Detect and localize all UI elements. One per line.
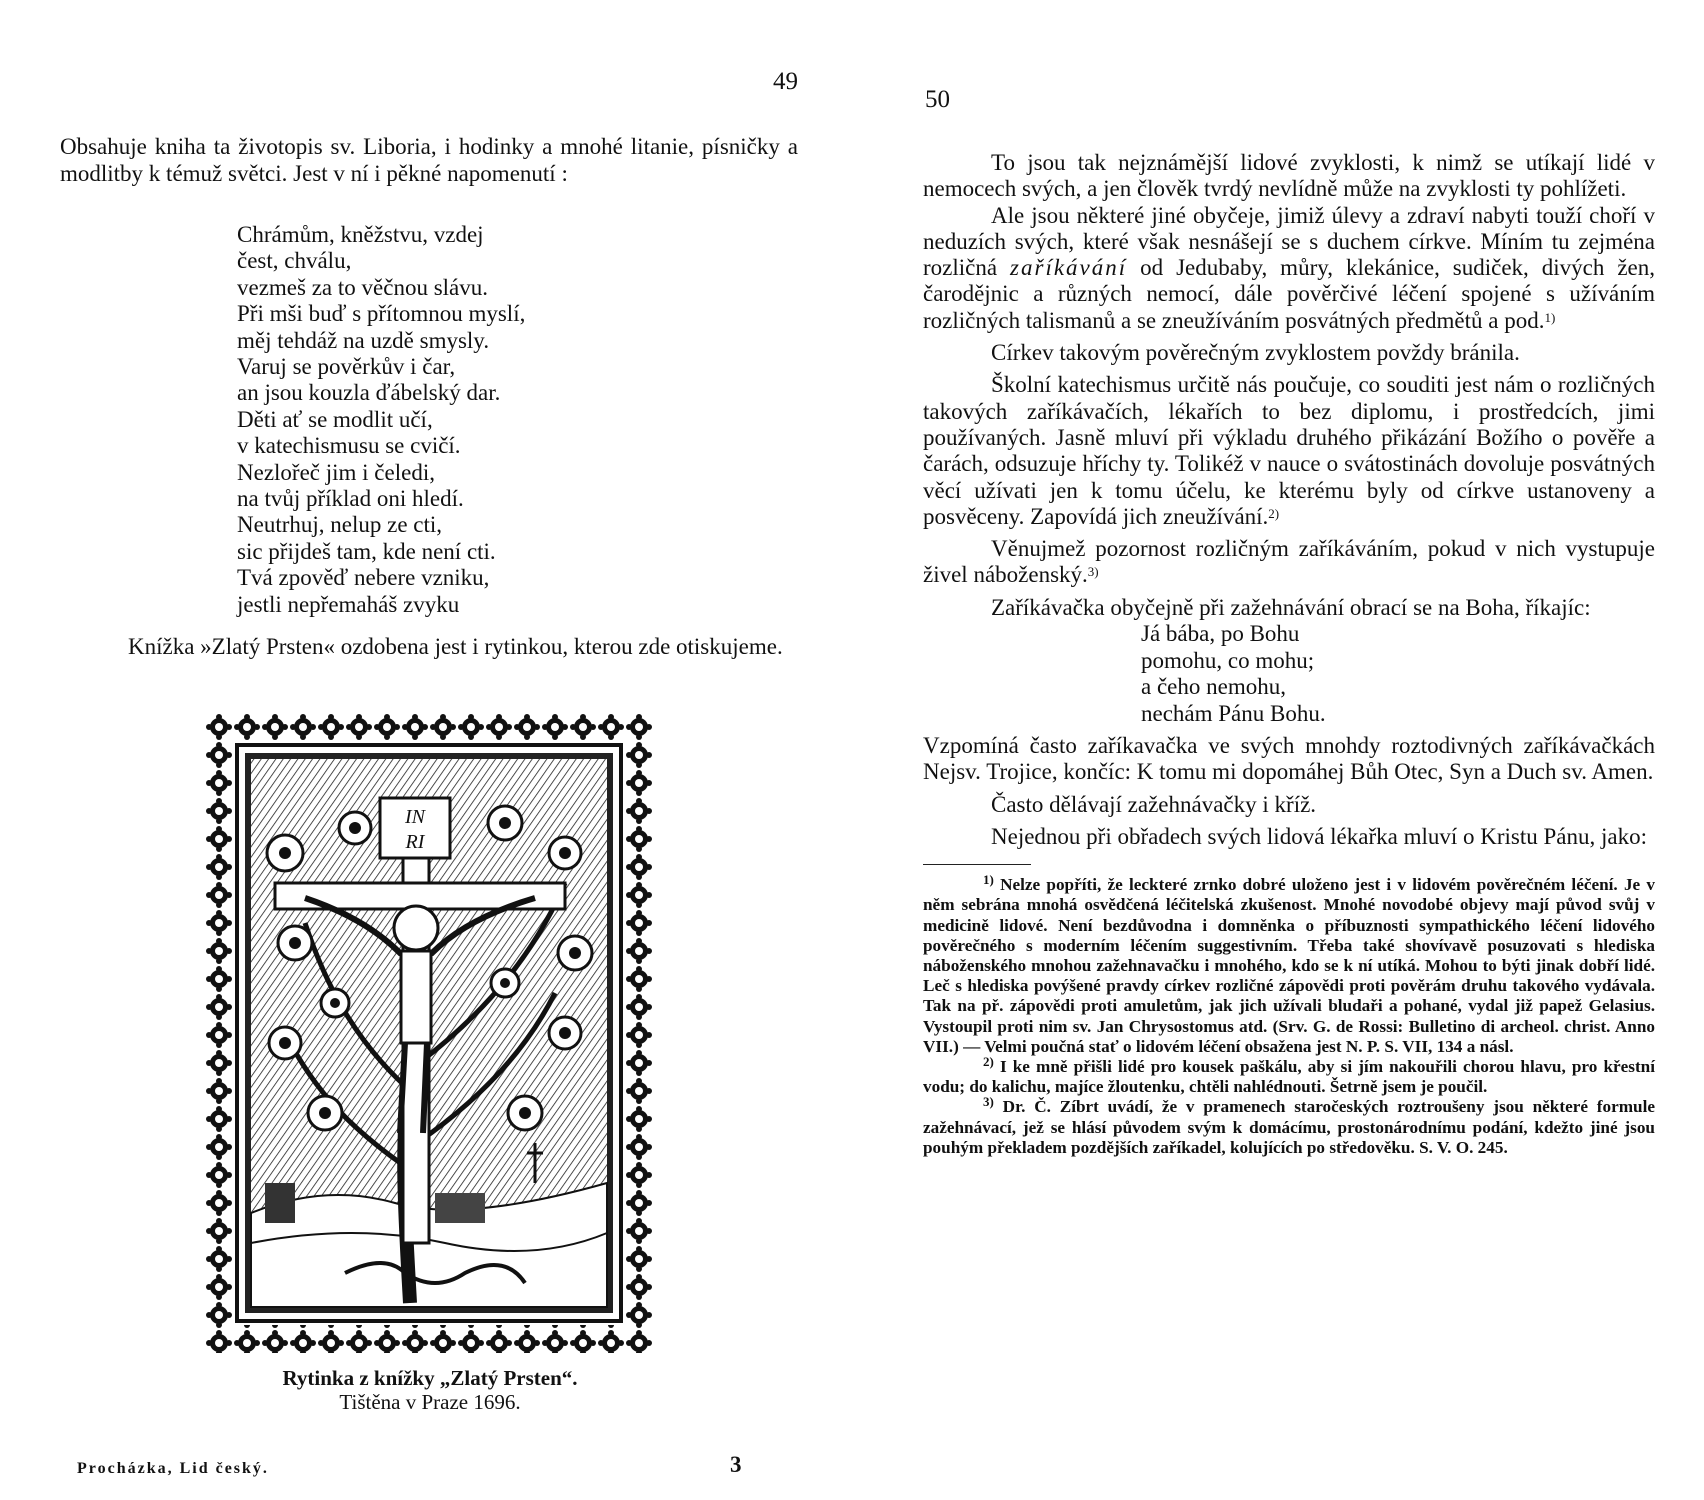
- paragraph: Církev takovým pověrečným zvyklostem povždy bránila.: [991, 340, 1520, 366]
- paragraph-text: od Jedubaby, můry, klekánice, sudiček, divých žen, čarodějnic a různých nemocí, dále pověrčivé léčení spojené s užíváním rozličných talismanů a se zneužíváním posvátných předmětů a pod.: [923, 255, 1655, 333]
- engraving-caption: [180, 1366, 680, 1414]
- footnote-mark: 2): [983, 1054, 994, 1070]
- charm-line: pomohu, co mohu;: [1141, 647, 1315, 673]
- poem-line: čest, chválu,: [237, 248, 352, 274]
- paragraph: Vzpomíná často zaříkavačka ve svých mnohdy roztodivných zaříkávačkách Nejsv. Trojice, končíc: K tomu mi dopomáhej Bůh Otec, Syn a Duch sv. Amen.: [923, 733, 1655, 785]
- poem-line: Děti ať se modlit učí,: [237, 406, 433, 432]
- intro-paragraph: [60, 134, 798, 187]
- paragraph: Zaříkávačka obyčejně při zažehnávání obrací se na Boha, říkajíc:: [991, 594, 1591, 620]
- poem: [237, 222, 525, 618]
- footnote-ref: 1): [1544, 309, 1556, 325]
- footnote-ref: 2): [1268, 505, 1280, 521]
- poem-line: Při mši buď s přítomnou myslí,: [237, 301, 526, 327]
- footnote-text: Dr. Č. Zíbrt uvádí, že v pramenech staročeských roztroušeny jsou některé formule zažehnávací, jež se hlásí původem svým k domácímu, prostonárodnímu podání, kdežto jiné jsou pouhým překladem pozdějších zaříkadel, kolujících po středověku. S. V. O. 245.: [923, 1097, 1655, 1157]
- poem-line: Tvá zpověď nebere vzniku,: [237, 565, 490, 591]
- paragraph: Často dělávají zažehnávačky i kříž.: [991, 791, 1317, 817]
- after-poem-text: Knížka »Zlatý Prsten« ozdobena jest i rytinkou, kterou zde otiskujeme.: [128, 634, 783, 659]
- right-page: [852, 0, 1704, 1500]
- poem-line: Chrámům, kněžstvu, vzdej: [237, 222, 484, 247]
- paragraph: [923, 536, 1655, 589]
- paragraph: [923, 372, 1655, 530]
- after-poem-paragraph: [60, 634, 798, 661]
- caption-subtitle: Tištěna v Praze 1696.: [339, 1390, 521, 1414]
- emphasized-word: zaříkávání: [1010, 255, 1128, 281]
- poem-line: Varuj se pověrkův i čar,: [237, 354, 456, 380]
- footnotes: [923, 872, 1656, 1158]
- footer-author: Procházka, Lid český.: [77, 1460, 269, 1477]
- engraving-crucifix-image: [205, 713, 653, 1353]
- paragraph: To jsou tak nejznámější lidové zvyklosti, k nimž se utíkají lidé v nemocech svých, a jen člověk tvrdý nevlídně může na zvyklosti ty pohlížeti.: [923, 150, 1655, 202]
- poem-line: vezmeš za to věčnou slávu.: [237, 274, 488, 300]
- page-number: 49: [773, 68, 798, 95]
- poem-line: Nezlořeč jim i čeledi,: [237, 459, 435, 485]
- poem-line: měj tehdáž na uzdě smysly.: [237, 327, 490, 353]
- paragraph: [923, 203, 1655, 334]
- footnote-mark: 1): [983, 872, 994, 888]
- footnote-ref: 3): [1087, 564, 1099, 580]
- poem-line: na tvůj příklad oni hledí.: [237, 486, 464, 512]
- paragraph: Nejednou při obřadech svých lidová lékařka mluví o Kristu Pánu, jako:: [991, 823, 1647, 849]
- inri-inscription-top: IN: [405, 806, 425, 828]
- footnote-text: Nelze popříti, že leckteré zrnko dobré uloženo jest i v lidovém pověrečném léčení. Je v něm sebrána mnohá osvědčená léčitelská zkušenost. Mnohé novodobé objevy mají původ svůj v medicině lidové. Není bezdůvodna i domněnka o příbuznosti sympathického léčení lidového pověrečného s moderním léčením suggestivním. Třeba také shovívavě posuzovati s hlediska náboženského mnohou zažehnavačku i mnohého, kdo se k ní utíká. Mohou to býti jinak dobří lidé. Leč s hlediska povýšené pravdy církev rozličné zápovědi proti pověrám druhu takového vydávala. Tak na př. zápovědi proti amuletům, jak jich užívali bludaři a pohané, vydal již papež Gelasius. Vystoupil proti nim sv. Jan Chrysostomus atd. (Srv. G. de Rossi: Bulletino di archeol. christ. Anno VII.) — Velmi poučná stať o lidovém léčení obsažena jest N. P. S. VII, 134 a násl.: [923, 875, 1655, 1056]
- charm-verse: [1141, 621, 1655, 727]
- intro-text: Obsahuje kniha ta životopis sv. Liboria, i hodinky a mnohé litanie, písničky a modlitby k témuž světci. Jest v ní i pěkné napomenutí :: [60, 134, 798, 186]
- poem-line: sic přijdeš tam, kde není cti.: [237, 538, 496, 564]
- footnote-divider: [923, 864, 1031, 865]
- poem-line: an jsou kouzla ďábelský dar.: [237, 380, 501, 406]
- poem-line: Neutrhuj, nelup ze cti,: [237, 512, 443, 538]
- charm-line: nechám Pánu Bohu.: [1141, 700, 1326, 726]
- footnote-text: I ke mně přišli lidé pro kousek paškálu, aby si jím nakouřili chorou hlavu, pro křestní vodu; do kalichu, majíce žloutenku, chtěli nahlédnouti. Šetrně jsem je poučil.: [923, 1057, 1656, 1097]
- paragraph-text: Věnujmež pozornost rozličným zaříkáváním, pokud v nich vystupuje živel náboženský.: [923, 536, 1655, 588]
- paragraph-text: Ale jsou některé jiné obyčeje, jimiž úlevy a zdraví nabyti touží choří v neduzích svých, které však nesnášejí se s duchem církve. Míním tu zejména rozličná: [923, 202, 1655, 281]
- footnote: [923, 1054, 1656, 1097]
- charm-line: a čeho nemohu,: [1141, 674, 1286, 700]
- poem-line: v katechismusu se cvičí.: [237, 433, 461, 459]
- footnote: [923, 1094, 1655, 1158]
- footer-signature-mark: 3: [730, 1452, 742, 1477]
- footnote-mark: 3): [983, 1094, 994, 1110]
- paragraph-text: Školní katechismus určitě nás poučuje, co souditi jest nám o rozličných takových zaříkávačích, lékařích to bez diplomu, i prostředcích, jimi používaných. Jasně mluví při výkladu druhého přikázání Božího o pověře a čarách, odsuzuje hříchy ty. Tolikéž v nauce o svátostinách dovoluje posvátných věcí užívati jen k tomu účelu, ke kterému byly od církve ustanoveny a posvěceny. Zapovídá jich zneužívání.: [923, 372, 1655, 529]
- caption-title: Rytinka z knížky „Zlatý Prsten“.: [282, 1366, 578, 1390]
- charm-line: Já bába, po Bohu: [1141, 621, 1300, 647]
- footnote: [923, 872, 1655, 1057]
- page-number: 50: [925, 86, 950, 113]
- main-text: [923, 150, 1655, 1158]
- poem-line: jestli nepřemaháš zvyku: [237, 591, 460, 617]
- inri-inscription-bottom: RI: [405, 831, 425, 853]
